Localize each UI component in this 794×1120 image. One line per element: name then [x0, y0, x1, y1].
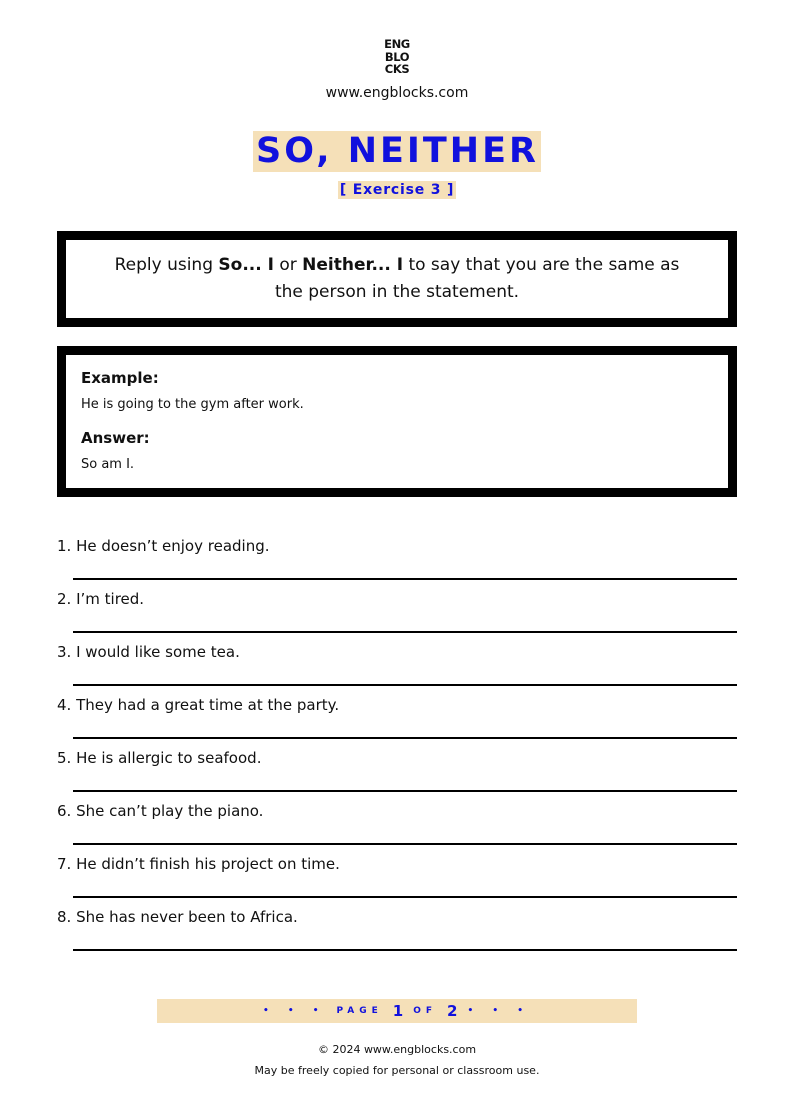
dots-left: • • •	[262, 1006, 327, 1016]
license-text: May be freely copied for personal or classroom use.	[254, 1064, 540, 1077]
question-item	[57, 855, 737, 908]
instruction-neither-term: Neither... I	[302, 255, 404, 275]
instruction-text	[102, 252, 692, 306]
question-list	[57, 537, 737, 961]
subtitle-wrapper	[0, 179, 794, 199]
question-item	[57, 643, 737, 696]
example-box	[57, 346, 737, 497]
answer-line[interactable]	[73, 896, 737, 898]
answer-line[interactable]	[73, 684, 737, 686]
logo-line-3: CKS	[384, 62, 410, 76]
page-title: SO, NEITHER	[253, 131, 541, 172]
question-item	[57, 696, 737, 749]
question-text: 2. I’m tired.	[57, 590, 145, 608]
question-text: 4. They had a great time at the party.	[57, 696, 340, 714]
page-word: PAGE	[336, 1006, 383, 1016]
example-label: Example:	[81, 369, 159, 387]
question-text: 3. I would like some tea.	[57, 643, 240, 661]
instruction-suffix: to say that you are the same as the person in the statement.	[274, 255, 680, 302]
copyright-text: © 2024 www.engblocks.com	[317, 1043, 477, 1056]
title-wrapper	[0, 131, 794, 172]
answer-line[interactable]	[73, 578, 737, 580]
answer-line[interactable]	[73, 843, 737, 845]
question-item	[57, 590, 737, 643]
example-text: He is going to the gym after work.	[81, 397, 304, 412]
answer-line[interactable]	[73, 631, 737, 633]
answer-line[interactable]	[73, 949, 737, 951]
question-item	[57, 749, 737, 802]
logo-line-1: ENG	[384, 37, 410, 51]
site-url: www.engblocks.com	[325, 85, 469, 101]
exercise-label: [ Exercise 3 ]	[339, 182, 455, 198]
question-text: 1. He doesn’t enjoy reading.	[57, 537, 270, 555]
logo-line-2: BLO	[384, 49, 410, 64]
page-indicator	[157, 999, 637, 1023]
answer-line[interactable]	[73, 790, 737, 792]
question-text: 7. He didn’t finish his project on time.	[57, 855, 340, 873]
of-word: OF	[413, 1006, 438, 1016]
answer-line[interactable]	[73, 737, 737, 739]
answer-text: So am I.	[81, 457, 135, 472]
question-text: 5. He is allergic to seafood.	[57, 749, 262, 767]
question-item	[57, 802, 737, 855]
dots-right: • • •	[467, 1006, 532, 1016]
question-text: 6. She can’t play the piano.	[57, 802, 264, 820]
engblocks-logo	[0, 38, 794, 76]
instruction-connector: or	[273, 255, 303, 275]
answer-label: Answer:	[81, 429, 150, 447]
question-text: 8. She has never been to Africa.	[57, 908, 298, 926]
instruction-box	[57, 231, 737, 327]
question-item	[57, 908, 737, 961]
instruction-prefix: Reply using	[114, 255, 219, 275]
instruction-so-term: So... I	[218, 255, 274, 275]
current-page-number: 1	[392, 1002, 404, 1020]
question-item	[57, 537, 737, 590]
total-pages-number: 2	[447, 1002, 458, 1020]
